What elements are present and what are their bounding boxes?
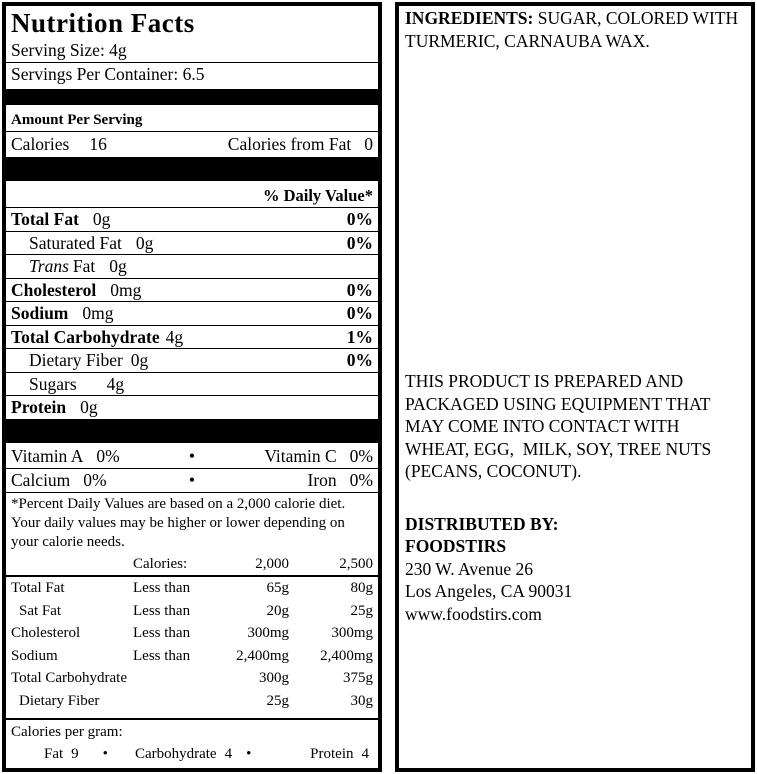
bullet-icon: • [188, 469, 196, 490]
ingredients-panel [395, 2, 755, 772]
dv-row-name: Cholesterol [11, 625, 81, 641]
dv-row-name: Sat Fat [19, 602, 62, 619]
nutrient-row-dietary-fiber [6, 349, 378, 373]
dv-table-row-sodium [6, 645, 378, 668]
servings-per-container: Servings Per Container: 6.5 [11, 64, 205, 84]
nutrient-amount: 0g [135, 232, 154, 253]
vitamin-name: Vitamin C [264, 445, 337, 466]
nutrient-amount: 4g [165, 326, 184, 347]
thick-divider-bar [6, 89, 378, 105]
nutrient-row-protein [6, 396, 378, 419]
bullet-icon: • [246, 746, 252, 762]
cpg-carb-name: Carbohydrate [134, 746, 217, 762]
dv-row-2500: 30g [350, 692, 373, 709]
calories-value: 16 [89, 134, 107, 154]
vitamin-value: 0% [96, 445, 120, 466]
nutrient-row-saturated-fat [6, 232, 378, 256]
ingredients-text: SUGAR, COLORED WITH TURMERIC, CARNAUBA WAX. [405, 8, 743, 51]
distributed-by-label: DISTRIBUTED BY: [405, 513, 559, 534]
nutrient-row-total-carbohydrate [6, 326, 378, 350]
thick-divider-bar [6, 419, 378, 443]
nutrient-row-trans-fat [6, 255, 378, 279]
nutrient-daily-value: 0% [346, 303, 373, 323]
distributor-block [405, 513, 745, 626]
nutrient-name: Total Fat [11, 209, 79, 229]
vitamin-value: 0% [349, 445, 373, 466]
cpg-fat-value: 9 [71, 746, 79, 762]
dv-header-2000: 2,000 [255, 555, 289, 572]
dv-table-row-dietary-fiber [6, 690, 378, 713]
nutrient-row-sugars [6, 373, 378, 397]
nutrient-amount: 0g [109, 256, 127, 276]
vitamin-value: 0% [83, 469, 107, 490]
ingredients-label: INGREDIENTS: [405, 8, 534, 28]
nutrient-row-total-fat [6, 208, 378, 232]
dv-row-2000: 20g [266, 602, 289, 619]
cpg-protein-value: 4 [361, 746, 369, 762]
dv-row-2000: 300g [259, 670, 289, 686]
nutrient-daily-value: 0% [346, 350, 373, 370]
amount-per-serving-heading: Amount Per Serving [6, 109, 378, 132]
calories-from-fat [228, 132, 373, 156]
calories-left [11, 132, 107, 156]
calories-label: Calories [11, 134, 70, 154]
dv-row-2000: 300mg [247, 625, 289, 641]
dv-row-qualifier: Less than [133, 647, 191, 664]
thick-divider-bar [6, 157, 378, 181]
daily-values-table [6, 553, 378, 713]
dv-table-row-total-carbohydrate [6, 667, 378, 690]
nutrient-name: Total Carbohydrate [11, 326, 160, 347]
calories-from-fat-label: Calories from Fat [227, 134, 352, 154]
vitamin-name: Calcium [11, 469, 71, 490]
calories-per-gram-label: Calories per gram: [11, 724, 123, 740]
dv-table-row-sat-fat [6, 600, 378, 623]
cpg-fat-name: Fat [44, 746, 64, 762]
nutrient-amount: 4g [106, 373, 125, 394]
distributor-address-line2: Los Angeles, CA 90031 [405, 581, 573, 601]
vitamin-row-a-c [6, 445, 378, 469]
allergen-statement: THIS PRODUCT IS PREPARED AND PACKAGED USING EQUIPMENT THAT MAY COME INTO CONTACT WITH WHEAT, EGG, MILK, SOY, TREE NUTS (PECANS, COCONUT). [405, 371, 716, 481]
label-title: Nutrition Facts [11, 8, 195, 38]
nutrient-name: Dietary Fiber [29, 350, 123, 370]
dv-row-2000: 25g [266, 692, 289, 709]
calories-per-gram-section [6, 718, 378, 768]
dv-row-2500: 2,400mg [320, 647, 373, 664]
dv-row-name: Dietary Fiber [19, 692, 100, 709]
dv-row-2500: 375g [343, 670, 373, 686]
calories-row [6, 132, 378, 156]
dv-row-2000: 2,400mg [236, 647, 289, 664]
bullet-icon: • [188, 445, 196, 466]
dv-header-2500: 2,500 [339, 555, 373, 572]
nutrient-name: Sugars [29, 373, 77, 394]
vitamin-row-calcium-iron [6, 469, 378, 493]
dv-row-qualifier [133, 667, 223, 690]
distributor-name: FOODSTIRS [405, 536, 507, 556]
dv-row-name: Total Fat [11, 580, 65, 596]
nutrient-amount: 0mg [110, 279, 142, 300]
calories-per-gram-values [11, 743, 373, 765]
dv-row-qualifier: Less than [133, 602, 191, 619]
dv-row-qualifier: Less than [133, 625, 191, 641]
nutrient-name: Cholesterol [11, 279, 97, 300]
dv-table-header [6, 553, 378, 578]
dv-table-row-total-fat [6, 577, 378, 600]
serving-size: Serving Size: 4g [6, 39, 378, 63]
nutrient-amount: 0g [130, 350, 149, 370]
dv-header-calories: Calories: [133, 555, 188, 572]
dv-row-name: Sodium [11, 647, 58, 664]
distributor-website: www.foodstirs.com [405, 603, 542, 624]
dv-row-qualifier: Less than [133, 580, 191, 596]
nutrient-name: Protein [11, 397, 67, 417]
nutrient-amount: 0g [80, 397, 98, 417]
cpg-carb-value: 4 [224, 746, 233, 762]
nutrient-daily-value: 0% [346, 209, 373, 229]
dv-table-row-cholesterol [6, 622, 378, 645]
daily-values-footnote: *Percent Daily Values are based on a 2,000 calorie diet. Your daily values may be higher or lower depending on your calorie needs. [11, 495, 346, 550]
dv-row-2000: 65g [266, 580, 289, 596]
dv-row-2500: 300mg [331, 625, 373, 641]
nutrient-name: Sodium [11, 303, 69, 323]
vitamin-name: Vitamin A [11, 445, 84, 466]
vitamin-name: Iron [307, 469, 337, 490]
daily-value-header: % Daily Value* [6, 183, 378, 208]
dv-row-2500: 25g [350, 602, 373, 619]
nutrient-daily-value: 0% [346, 279, 373, 300]
nutrient-row-sodium [6, 302, 378, 326]
nutrient-name-italic: Trans [29, 256, 69, 276]
nutrient-name: Saturated Fat [29, 232, 122, 253]
nutrient-daily-value: 1% [346, 326, 373, 347]
nutrient-row-cholesterol [6, 279, 378, 303]
nutrient-amount: 0g [92, 209, 111, 229]
cpg-protein-name: Protein [310, 746, 354, 762]
nutrient-amount: 0mg [82, 303, 114, 323]
nutrient-name: Fat [72, 256, 96, 276]
nutrient-daily-value: 0% [346, 232, 373, 253]
distributor-address-line1: 230 W. Avenue 26 [405, 558, 534, 579]
vitamin-value: 0% [349, 469, 373, 490]
dv-row-qualifier [133, 690, 223, 713]
dv-row-2500: 80g [350, 580, 373, 596]
bullet-icon: • [102, 746, 108, 762]
dv-row-name: Total Carbohydrate [11, 670, 127, 686]
ingredients-paragraph [405, 7, 745, 52]
nutrition-facts-label [2, 2, 382, 772]
calories-from-fat-value: 0 [364, 134, 373, 154]
